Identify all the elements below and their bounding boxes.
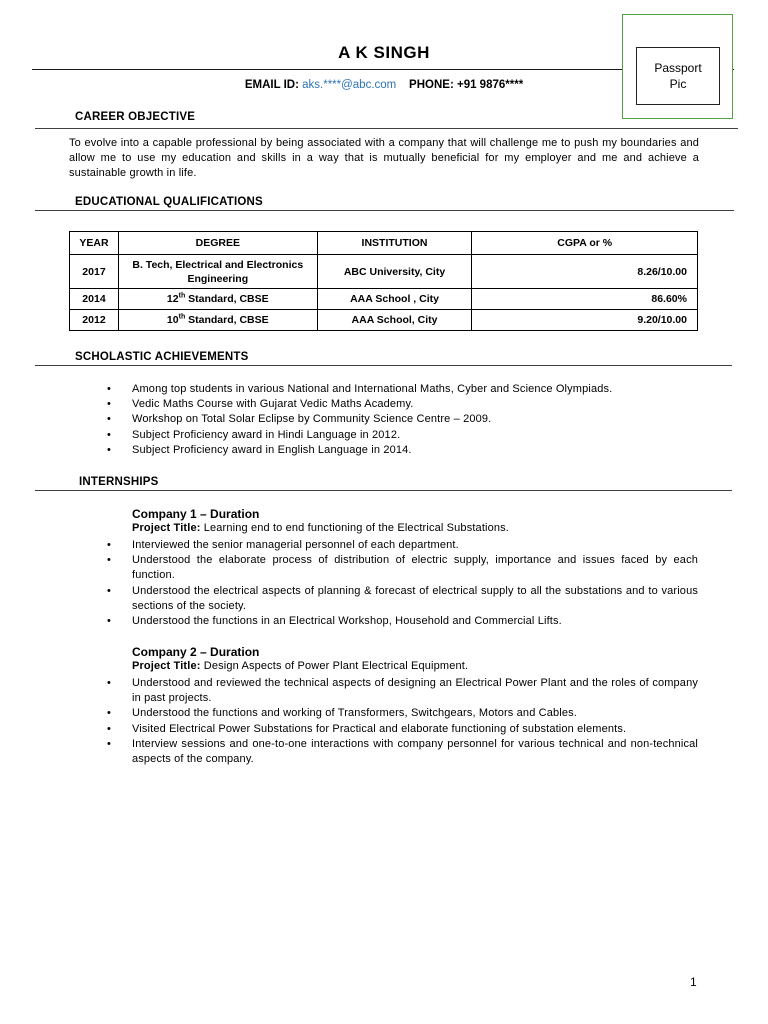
institution-cell: ABC University, City bbox=[317, 255, 472, 289]
score-cell: 8.26/10.00 bbox=[472, 255, 698, 289]
achievements-list bbox=[107, 382, 707, 458]
email-link[interactable]: aks.****@abc.com bbox=[302, 79, 397, 91]
company-1-project bbox=[132, 522, 509, 534]
contact-line bbox=[0, 79, 768, 91]
project-title-label: Project Title: bbox=[132, 522, 201, 534]
degree-suffix: th bbox=[178, 313, 186, 321]
company-2-title: Company 2 – Duration bbox=[132, 645, 260, 659]
degree-rest: Standard, CBSE bbox=[185, 293, 269, 305]
education-table bbox=[69, 231, 698, 331]
achievements-rule bbox=[35, 365, 732, 366]
degree-rest: Standard, CBSE bbox=[185, 314, 269, 326]
table-row bbox=[70, 289, 698, 310]
column-header-degree: DEGREE bbox=[118, 232, 317, 255]
candidate-name: A K SINGH bbox=[338, 43, 430, 62]
phone-label: PHONE: bbox=[409, 79, 454, 91]
degree-cell bbox=[118, 310, 317, 331]
list-item: • Understood the electrical aspects of planning & forecast of electrical supply to all the substations and to various sections of the society. bbox=[107, 584, 698, 614]
list-item: • Subject Proficiency award in Hindi Language in 2012. bbox=[107, 428, 707, 443]
table-row bbox=[70, 310, 698, 331]
list-item: • Understood the functions and working of Transformers, Switchgears, Motors and Cables. bbox=[107, 706, 698, 721]
phone-value: +91 9876**** bbox=[456, 79, 524, 91]
passport-photo-placeholder bbox=[636, 47, 720, 105]
column-header-cgpa: CGPA or % bbox=[472, 232, 698, 255]
project-title-value: Learning end to end functioning of the Electrical Substations. bbox=[200, 522, 510, 534]
degree-number: 10 bbox=[166, 314, 179, 326]
career-rule bbox=[35, 128, 738, 129]
company-1-title: Company 1 – Duration bbox=[132, 507, 260, 521]
list-item: • Interview sessions and one-to-one interactions with company personnel for various technical and non-technical aspects of the company. bbox=[107, 737, 698, 767]
degree-cell bbox=[118, 289, 317, 310]
list-item: • Subject Proficiency award in English Language in 2014. bbox=[107, 443, 707, 458]
career-objective-heading: CAREER OBJECTIVE bbox=[75, 111, 196, 123]
column-header-institution: INSTITUTION bbox=[317, 232, 472, 255]
company-2-tasks bbox=[107, 676, 698, 767]
degree-cell: B. Tech, Electrical and Electronics Engineering bbox=[118, 255, 317, 289]
list-item: • Understood and reviewed the technical aspects of designing an Electrical Power Plant and the roles of company in past projects. bbox=[107, 676, 698, 706]
year-cell: 2012 bbox=[70, 310, 119, 331]
list-item: • Workshop on Total Solar Eclipse by Community Science Centre – 2009. bbox=[107, 412, 707, 427]
degree-number: 12 bbox=[166, 293, 179, 305]
score-cell: 9.20/10.00 bbox=[472, 310, 698, 331]
list-item: • Understood the elaborate process of distribution of electric supply, importance and issues faced by each function. bbox=[107, 553, 698, 583]
column-header-year: YEAR bbox=[70, 232, 119, 255]
list-item: • Among top students in various National and International Maths, Cyber and Science Olympiads. bbox=[107, 382, 707, 397]
year-cell: 2017 bbox=[70, 255, 119, 289]
email-label: EMAIL ID: bbox=[244, 79, 299, 91]
list-item: • Interviewed the senior managerial personnel of each department. bbox=[107, 538, 698, 553]
list-item: • Understood the functions in an Electrical Workshop, Household and Commercial Lifts. bbox=[107, 614, 698, 629]
page-number: 1 bbox=[690, 975, 697, 989]
table-row bbox=[70, 255, 698, 289]
list-item: • Vedic Maths Course with Gujarat Vedic Maths Academy. bbox=[107, 397, 707, 412]
career-objective-text: To evolve into a capable professional by being associated with a company that will challenge me to push my boundaries and allow me to use my education and skills in a way that is mutually beneficial for my employer and me and achieve a sustainable growth in life. bbox=[69, 137, 699, 179]
education-rule bbox=[35, 210, 734, 211]
year-cell: 2014 bbox=[70, 289, 119, 310]
internships-heading: INTERNSHIPS bbox=[79, 476, 159, 488]
company-1-tasks bbox=[107, 538, 698, 629]
internships-rule bbox=[35, 490, 732, 491]
education-heading: EDUCATIONAL QUALIFICATIONS bbox=[75, 196, 263, 208]
degree-suffix: th bbox=[178, 292, 186, 300]
company-2-project bbox=[132, 660, 468, 672]
institution-cell: AAA School, City bbox=[317, 310, 472, 331]
passport-photo-label: Passport Pic bbox=[654, 61, 702, 91]
institution-cell: AAA School , City bbox=[317, 289, 472, 310]
list-item: • Visited Electrical Power Substations for Practical and elaborate functioning of substation elements. bbox=[107, 722, 698, 737]
passport-photo-frame bbox=[622, 14, 733, 119]
project-title-label: Project Title: bbox=[132, 660, 201, 672]
achievements-heading: SCHOLASTIC ACHIEVEMENTS bbox=[75, 351, 249, 363]
table-header-row bbox=[70, 232, 698, 255]
score-cell: 86.60% bbox=[472, 289, 698, 310]
project-title-value: Design Aspects of Power Plant Electrical Equipment. bbox=[200, 660, 469, 672]
